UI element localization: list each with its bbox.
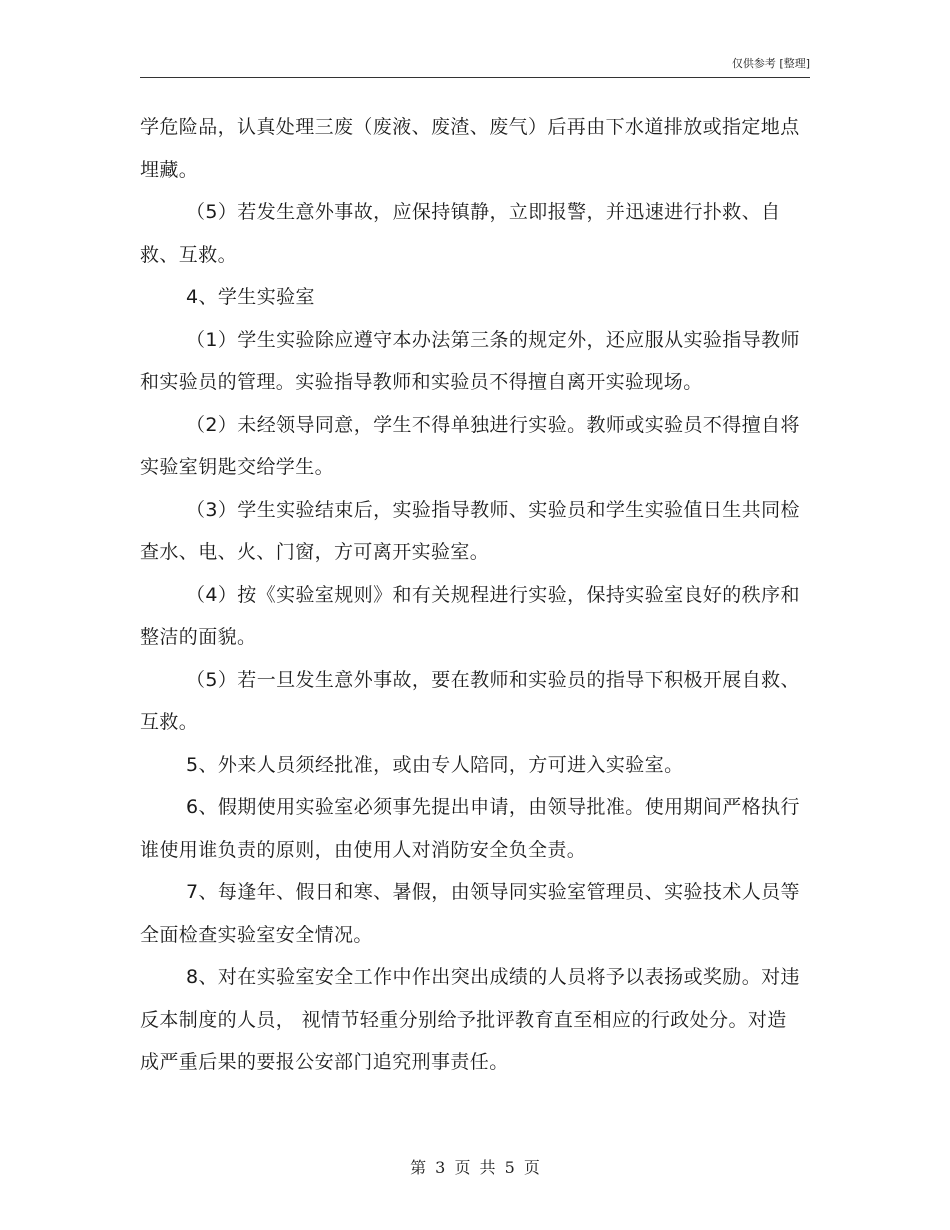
- paragraph: （5）若一旦发生意外事故，要在教师和实验员的指导下积极开展自救、互救。: [140, 668, 800, 733]
- document-body: [140, 106, 800, 1084]
- paragraph: （1）学生实验除应遵守本办法第三条的规定外，还应服从实验指导教师和实验员的管理。实验指导教师和实验员不得擅自离开实验现场。: [140, 328, 800, 393]
- paragraph: （2）未经领导同意，学生不得单独进行实验。教师或实验员不得擅自将实验室钥匙交给学生。: [140, 413, 800, 478]
- paragraph: 6、假期使用实验室必须事先提出申请，由领导批准。使用期间严格执行谁使用谁负责的原则，由使用人对消防安全负全责。: [140, 796, 800, 861]
- paragraph: 8、对在实验室安全工作中作出突出成绩的人员将予以表扬或奖励。对违反本制度的人员， 视情节轻重分别给予批评教育直至相应的行政处分。对造成严重后果的要报公安部门追究刑事责任。: [140, 966, 800, 1073]
- page-header: [140, 55, 810, 78]
- paragraph: 7、每逢年、假日和寒、暑假，由领导同实验室管理员、实验技术人员等全面检查实验室安全情况。: [140, 881, 800, 946]
- header-text: 仅供参考 [整理]: [731, 57, 810, 70]
- paragraph: 学危险品，认真处理三废（废液、废渣、废气）后再由下水道排放或指定地点埋藏。: [140, 116, 800, 181]
- paragraph: （5）若发生意外事故，应保持镇静，立即报警，并迅速进行扑救、自救、互救。: [140, 201, 781, 266]
- section-heading: 4、学生实验室: [186, 286, 315, 308]
- paragraph: （3）学生实验结束后，实验指导教师、实验员和学生实验值日生共同检查水、电、火、门窗，方可离开实验室。: [140, 498, 800, 563]
- paragraph: 5、外来人员须经批准，或由专人陪同，方可进入实验室。: [186, 753, 684, 776]
- paragraph: （4）按《实验室规则》和有关规程进行实验，保持实验室良好的秩序和整洁的面貌。: [140, 583, 800, 648]
- page-number-footer: 第 3 页 共 5 页: [410, 1158, 540, 1177]
